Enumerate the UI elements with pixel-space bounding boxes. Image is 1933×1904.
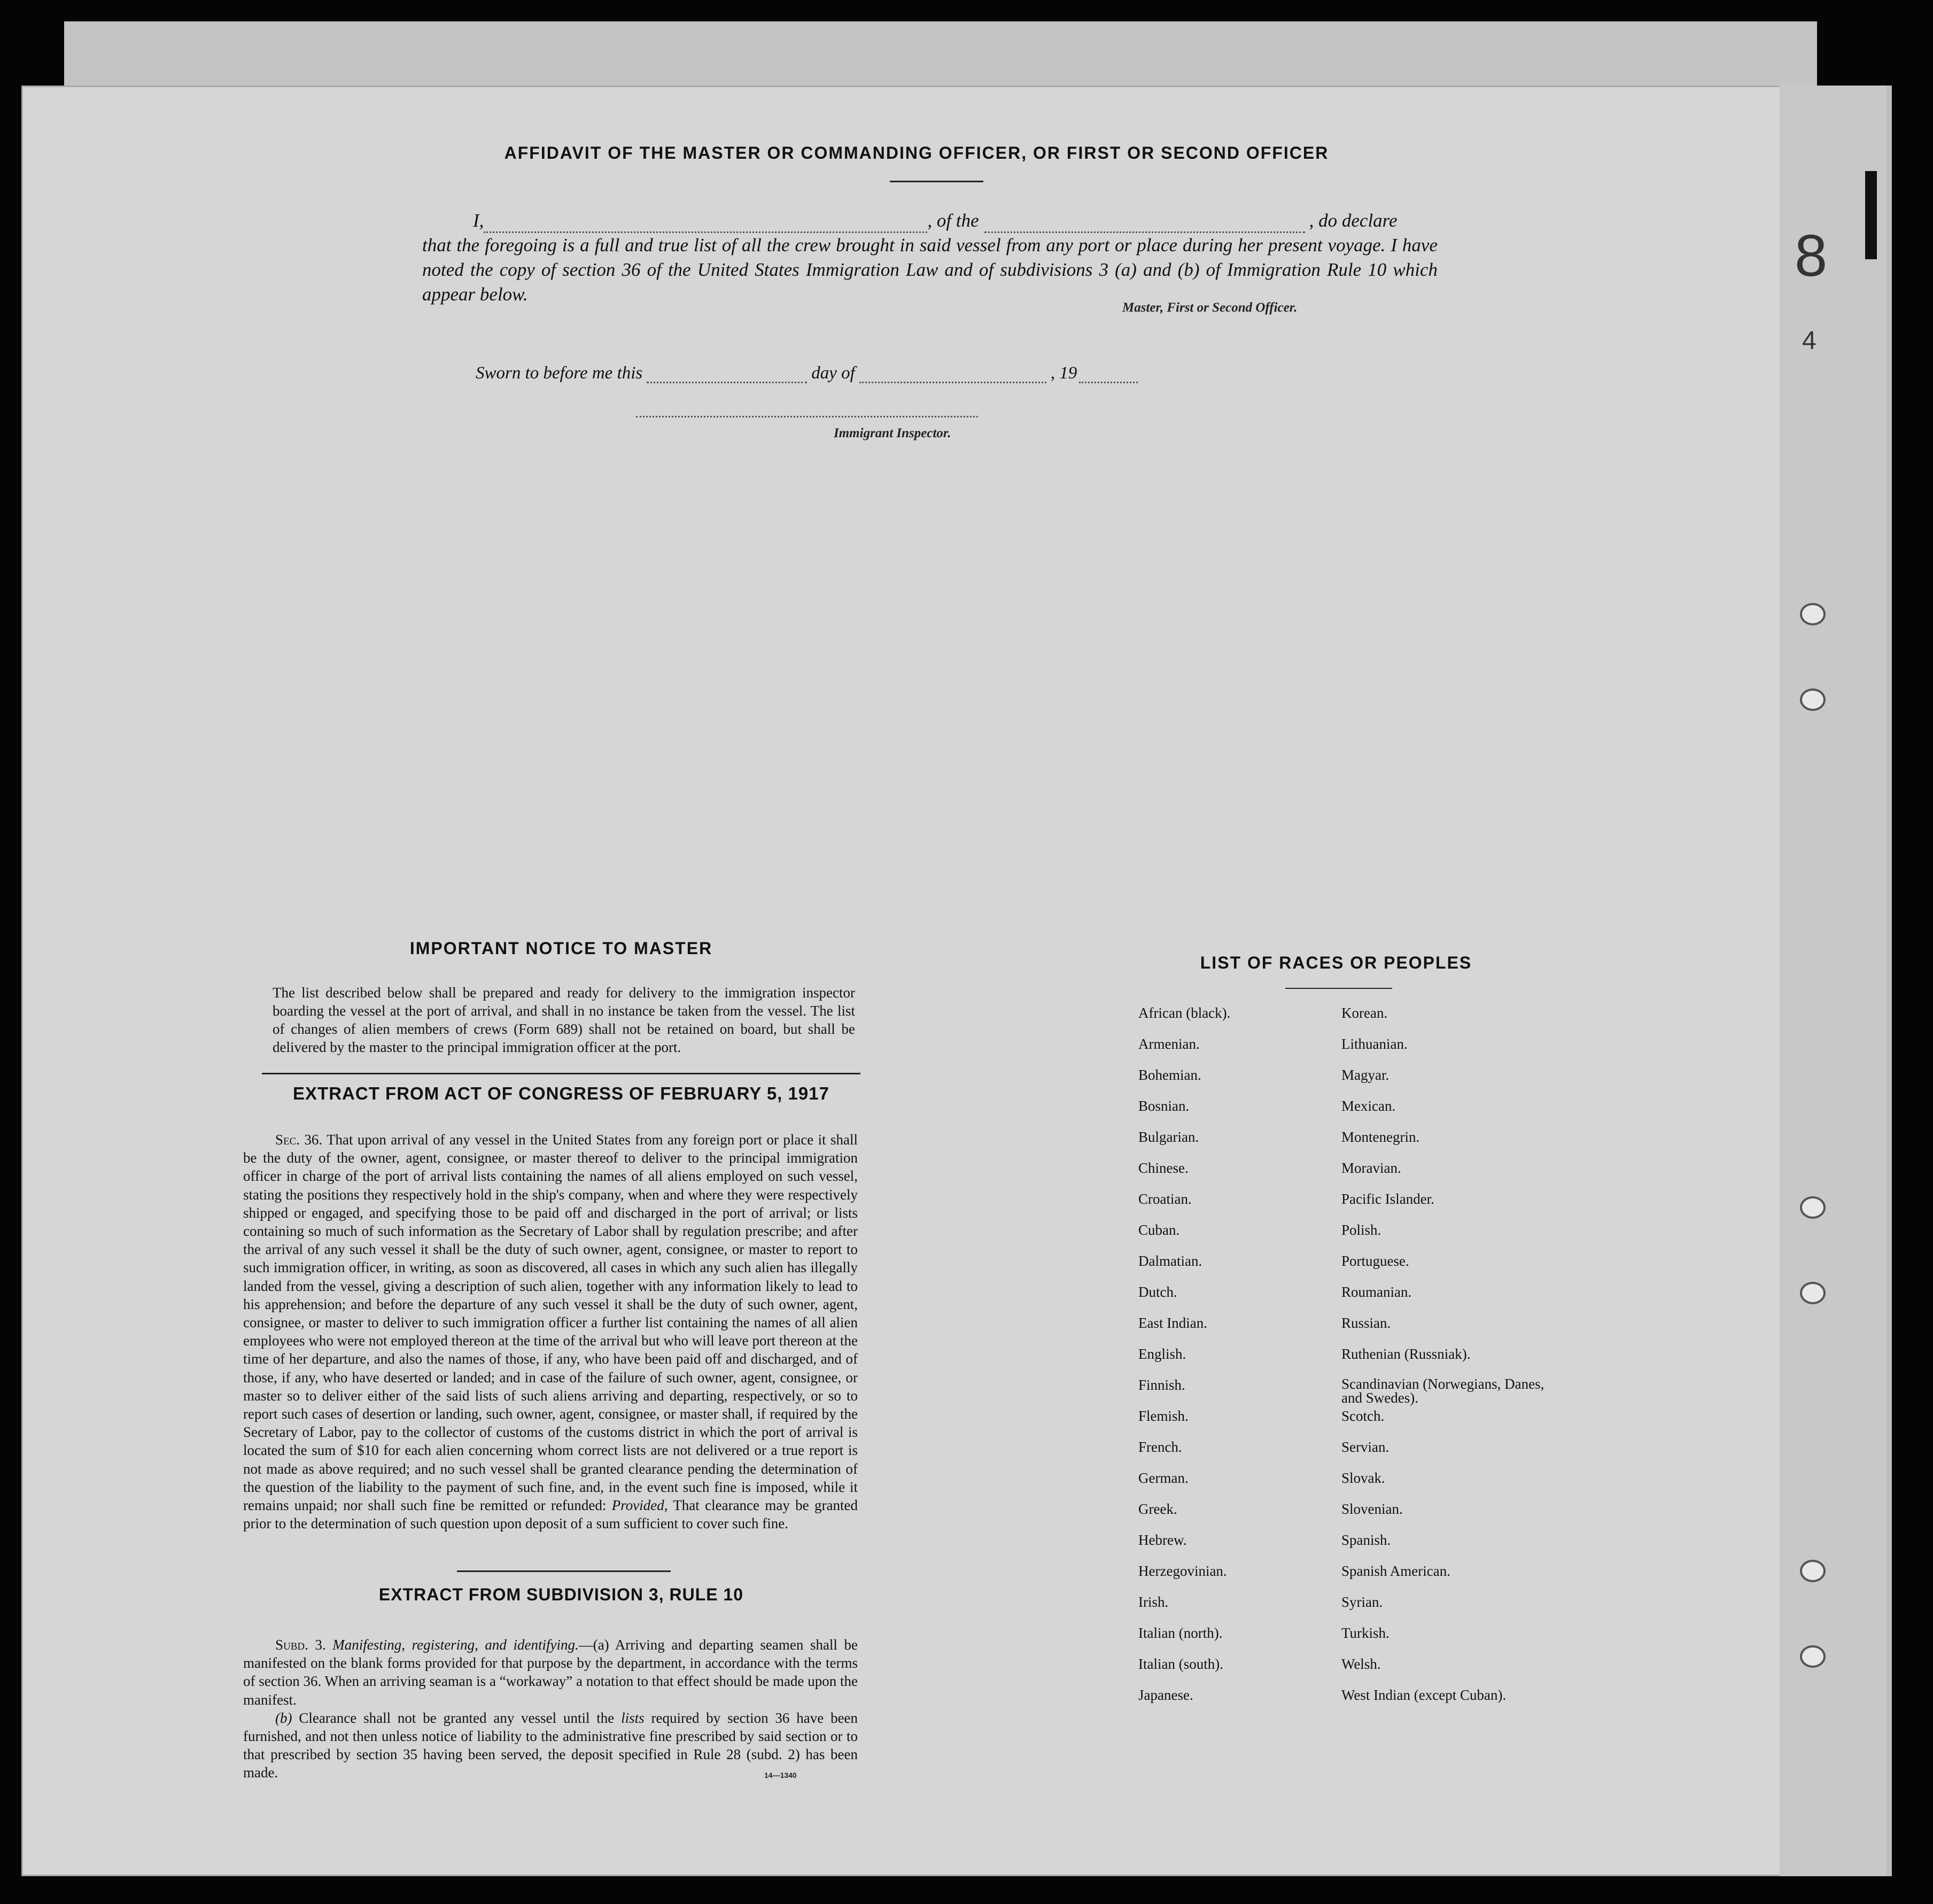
race-item: Polish.	[1341, 1222, 1381, 1238]
rule-extract-title: EXTRACT FROM SUBDIVISION 3, RULE 10	[378, 1585, 744, 1604]
race-item: Bohemian.	[1138, 1067, 1201, 1083]
declarant-prefix: I,	[473, 210, 484, 231]
sworn-day-field[interactable]	[647, 367, 807, 383]
affidavit-statement	[422, 208, 1438, 307]
race-item: German.	[1138, 1470, 1189, 1486]
para-a-text: Arriving and departing seamen shall be manifested on the blank forms provided for that purpose by the department, in accordance with the terms of section 36. When an arriving seaman is a “workaway” a notation to that effect should be made upon the manifest.	[243, 1637, 858, 1708]
race-item: Pacific Islander.	[1341, 1191, 1434, 1207]
race-item: Italian (north).	[1138, 1625, 1223, 1641]
race-item: Spanish American.	[1341, 1563, 1450, 1579]
race-item: West Indian (except Cuban).	[1341, 1687, 1507, 1703]
provided-label: Provided,	[611, 1497, 668, 1514]
section-36-body: That upon arrival of any vessel in the United States from any foreign port or place it shall be the duty of the owner, agent, consignee, or master thereof to deliver to the principal immigration officer in charge of the port of arrival lists containing the names of all aliens employed on such vessel, stating the positions they respectively hold in the ship's company, when and where they were respectively shipped or engaged, and specifying those to be paid off and discharged in the port of arrival; or lists containing so much of such information as the Secretary of Labor shall by regulation prescribe; and after the arrival of any such vessel it shall be the duty of such owner, agent, consignee, or master to report to such immigration officer, in writing, as soon as discovered, all cases in which any such alien has illegally landed from the vessel, giving a description of such alien, together with any information likely to lead to his apprehension; and before the departure of any such vessel it shall be the duty of such owner, agent, consignee, or master to deliver to such immigration officer a further list containing the names of all alien employees who were not employed thereon at the time of the arrival but who will leave port thereon at the time of her departure, and also the names of those, if any, who have been paid off and discharged, and of those, if any, who have deserted or landed; and in case of the failure of such owner, agent, consignee, or master so to deliver either of the said lists of such aliens arriving and departing, respectively, or so to report such cases of desertion or landing, such owner, agent, consignee, or master shall, if required by the Secretary of Labor, pay to the collector of customs of the customs district in which the port of arrival is located the sum of $10 for each alien concerning whom correct lists are not delivered or a true report is not made as above required; and no such vessel shall be granted clearance pending the determination of the question of the liability to the payment of such fine, and, in the event such fine is imposed, while it remains unpaid; nor shall such fine be remitted or refunded:	[243, 1132, 858, 1514]
margin-mark: 4	[1802, 327, 1816, 355]
declarant-name-field[interactable]	[484, 215, 927, 233]
section-rule	[457, 1570, 671, 1572]
race-item: Ruthenian (Russniak).	[1341, 1346, 1471, 1362]
race-item: Dutch.	[1138, 1284, 1177, 1300]
para-b-text: Clearance shall not be granted any vessel until the	[299, 1709, 615, 1726]
declare-label: , do declare	[1309, 210, 1398, 231]
of-the-label: , of the	[927, 210, 979, 231]
race-item: Scandinavian (Norwegians, Danes, and Swedes).	[1341, 1376, 1544, 1406]
sworn-line	[476, 363, 1138, 383]
section-rule	[262, 1073, 860, 1074]
race-item: Italian (south).	[1138, 1656, 1223, 1672]
vessel-name-field[interactable]	[984, 215, 1305, 233]
affidavit-title: AFFIDAVIT OF THE MASTER OR COMMANDING OFFICER, OR FIRST OR SECOND OFFICER	[504, 143, 1329, 162]
race-item: Slovak.	[1341, 1470, 1385, 1486]
race-item: Korean.	[1341, 1005, 1388, 1021]
race-item: English.	[1138, 1346, 1186, 1362]
binder-hole	[1800, 1645, 1826, 1668]
race-item: Servian.	[1341, 1439, 1389, 1455]
race-item: Lithuanian.	[1341, 1036, 1408, 1052]
binder-hole	[1800, 603, 1826, 625]
race-item: Chinese.	[1138, 1160, 1189, 1176]
race-item: Greek.	[1138, 1501, 1177, 1517]
races-rule	[1285, 988, 1392, 989]
day-of-label: day of	[811, 363, 855, 383]
binder-hole	[1800, 1196, 1826, 1219]
race-item: Scotch.	[1341, 1408, 1385, 1424]
para-a-label: —(a)	[578, 1637, 609, 1653]
form-number: 14—1340	[764, 1771, 797, 1779]
race-item: Montenegrin.	[1341, 1129, 1420, 1145]
inspector-signature-line[interactable]	[636, 416, 978, 417]
notice-title: IMPORTANT NOTICE TO MASTER	[409, 939, 713, 958]
race-item: Irish.	[1138, 1594, 1169, 1610]
races-left-column	[1138, 1005, 1230, 1718]
para-b-label: (b)	[275, 1709, 292, 1726]
race-item: Slovenian.	[1341, 1501, 1403, 1517]
race-item: Herzegovinian.	[1138, 1563, 1227, 1579]
race-item: Magyar.	[1341, 1067, 1389, 1083]
ink-mark	[1865, 171, 1877, 259]
section-label: Sec. 36.	[275, 1132, 323, 1148]
race-item: Japanese.	[1138, 1687, 1193, 1703]
race-item: Finnish.	[1138, 1377, 1185, 1393]
race-item: Bulgarian.	[1138, 1129, 1199, 1145]
para-b-text-2: required by section 36 have been furnished, and not then unless notice of liability to the administrative fine prescribed by said section or to that prescribed by section 35 having been served, the deposit specified in Rule 28 (subd. 2) has been made.	[243, 1709, 858, 1781]
sworn-label: Sworn to before me this	[476, 363, 643, 383]
sworn-year-field[interactable]	[1079, 367, 1138, 383]
inspector-label: Immigrant Inspector.	[834, 426, 951, 440]
section-36-text	[243, 1131, 858, 1533]
title-rule	[890, 181, 983, 182]
race-item: Russian.	[1341, 1315, 1391, 1331]
para-b-lists: lists	[621, 1709, 645, 1726]
race-item: Croatian.	[1138, 1191, 1192, 1207]
race-item: Dalmatian.	[1138, 1253, 1202, 1269]
race-item: African (black).	[1138, 1005, 1231, 1021]
declaration-body: that the foregoing is a full and true list of all the crew brought in said vessel from any port or place during her present voyage. I have noted the copy of section 36 of the United States Immigration Law and of subdivisions 3 (a) and (b) of Immigration Rule 10 which appear below.	[422, 235, 1438, 305]
paragraph-a	[243, 1636, 858, 1709]
signer-label: Master, First or Second Officer.	[1122, 300, 1298, 315]
year-label: , 19	[1050, 363, 1077, 383]
page-right-edge	[1780, 86, 1887, 1876]
race-item: Portuguese.	[1341, 1253, 1409, 1269]
act-extract-title: EXTRACT FROM ACT OF CONGRESS OF FEBRUARY 5, 1917	[293, 1083, 829, 1103]
race-item: East Indian.	[1138, 1315, 1207, 1331]
race-item: Turkish.	[1341, 1625, 1389, 1641]
race-item: Moravian.	[1341, 1160, 1401, 1176]
section-36-end: That clearance may be granted prior to the determination of such question upon deposit of a sum sufficient to cover such fine.	[243, 1497, 858, 1532]
declaration-line	[473, 208, 1438, 233]
race-item: Mexican.	[1341, 1098, 1396, 1114]
sworn-month-field[interactable]	[859, 367, 1046, 383]
race-item: Cuban.	[1138, 1222, 1180, 1238]
subd-label: Subd. 3.	[275, 1637, 326, 1653]
race-item: Bosnian.	[1138, 1098, 1190, 1114]
race-item: Syrian.	[1341, 1594, 1383, 1610]
binder-hole	[1800, 1560, 1826, 1582]
race-item: Hebrew.	[1138, 1532, 1187, 1548]
race-item: Flemish.	[1138, 1408, 1189, 1424]
race-item: Armenian.	[1138, 1036, 1200, 1052]
races-title: LIST OF RACES OR PEOPLES	[1200, 953, 1472, 972]
subdivision-3-text	[243, 1636, 858, 1782]
race-item: French.	[1138, 1439, 1182, 1455]
binder-hole	[1800, 1282, 1826, 1304]
binder-hole	[1800, 688, 1826, 711]
race-item: Spanish.	[1341, 1532, 1391, 1548]
subd-heading: Manifesting, registering, and identifying.	[332, 1637, 579, 1653]
races-right-column	[1341, 1005, 1555, 1718]
margin-mark: 8	[1795, 223, 1828, 289]
race-item: Welsh.	[1341, 1656, 1381, 1672]
form-page	[21, 86, 1849, 1876]
notice-text: The list described below shall be prepared and ready for delivery to the immigration inspector boarding the vessel at the port of arrival, and shall in no instance be taken from the vessel. The list of changes of alien members of crews (Form 689) shall not be retained on board, but shall be delivered by the master to the principal immigration officer at the port.	[273, 985, 855, 1055]
race-item: Roumanian.	[1341, 1284, 1412, 1300]
